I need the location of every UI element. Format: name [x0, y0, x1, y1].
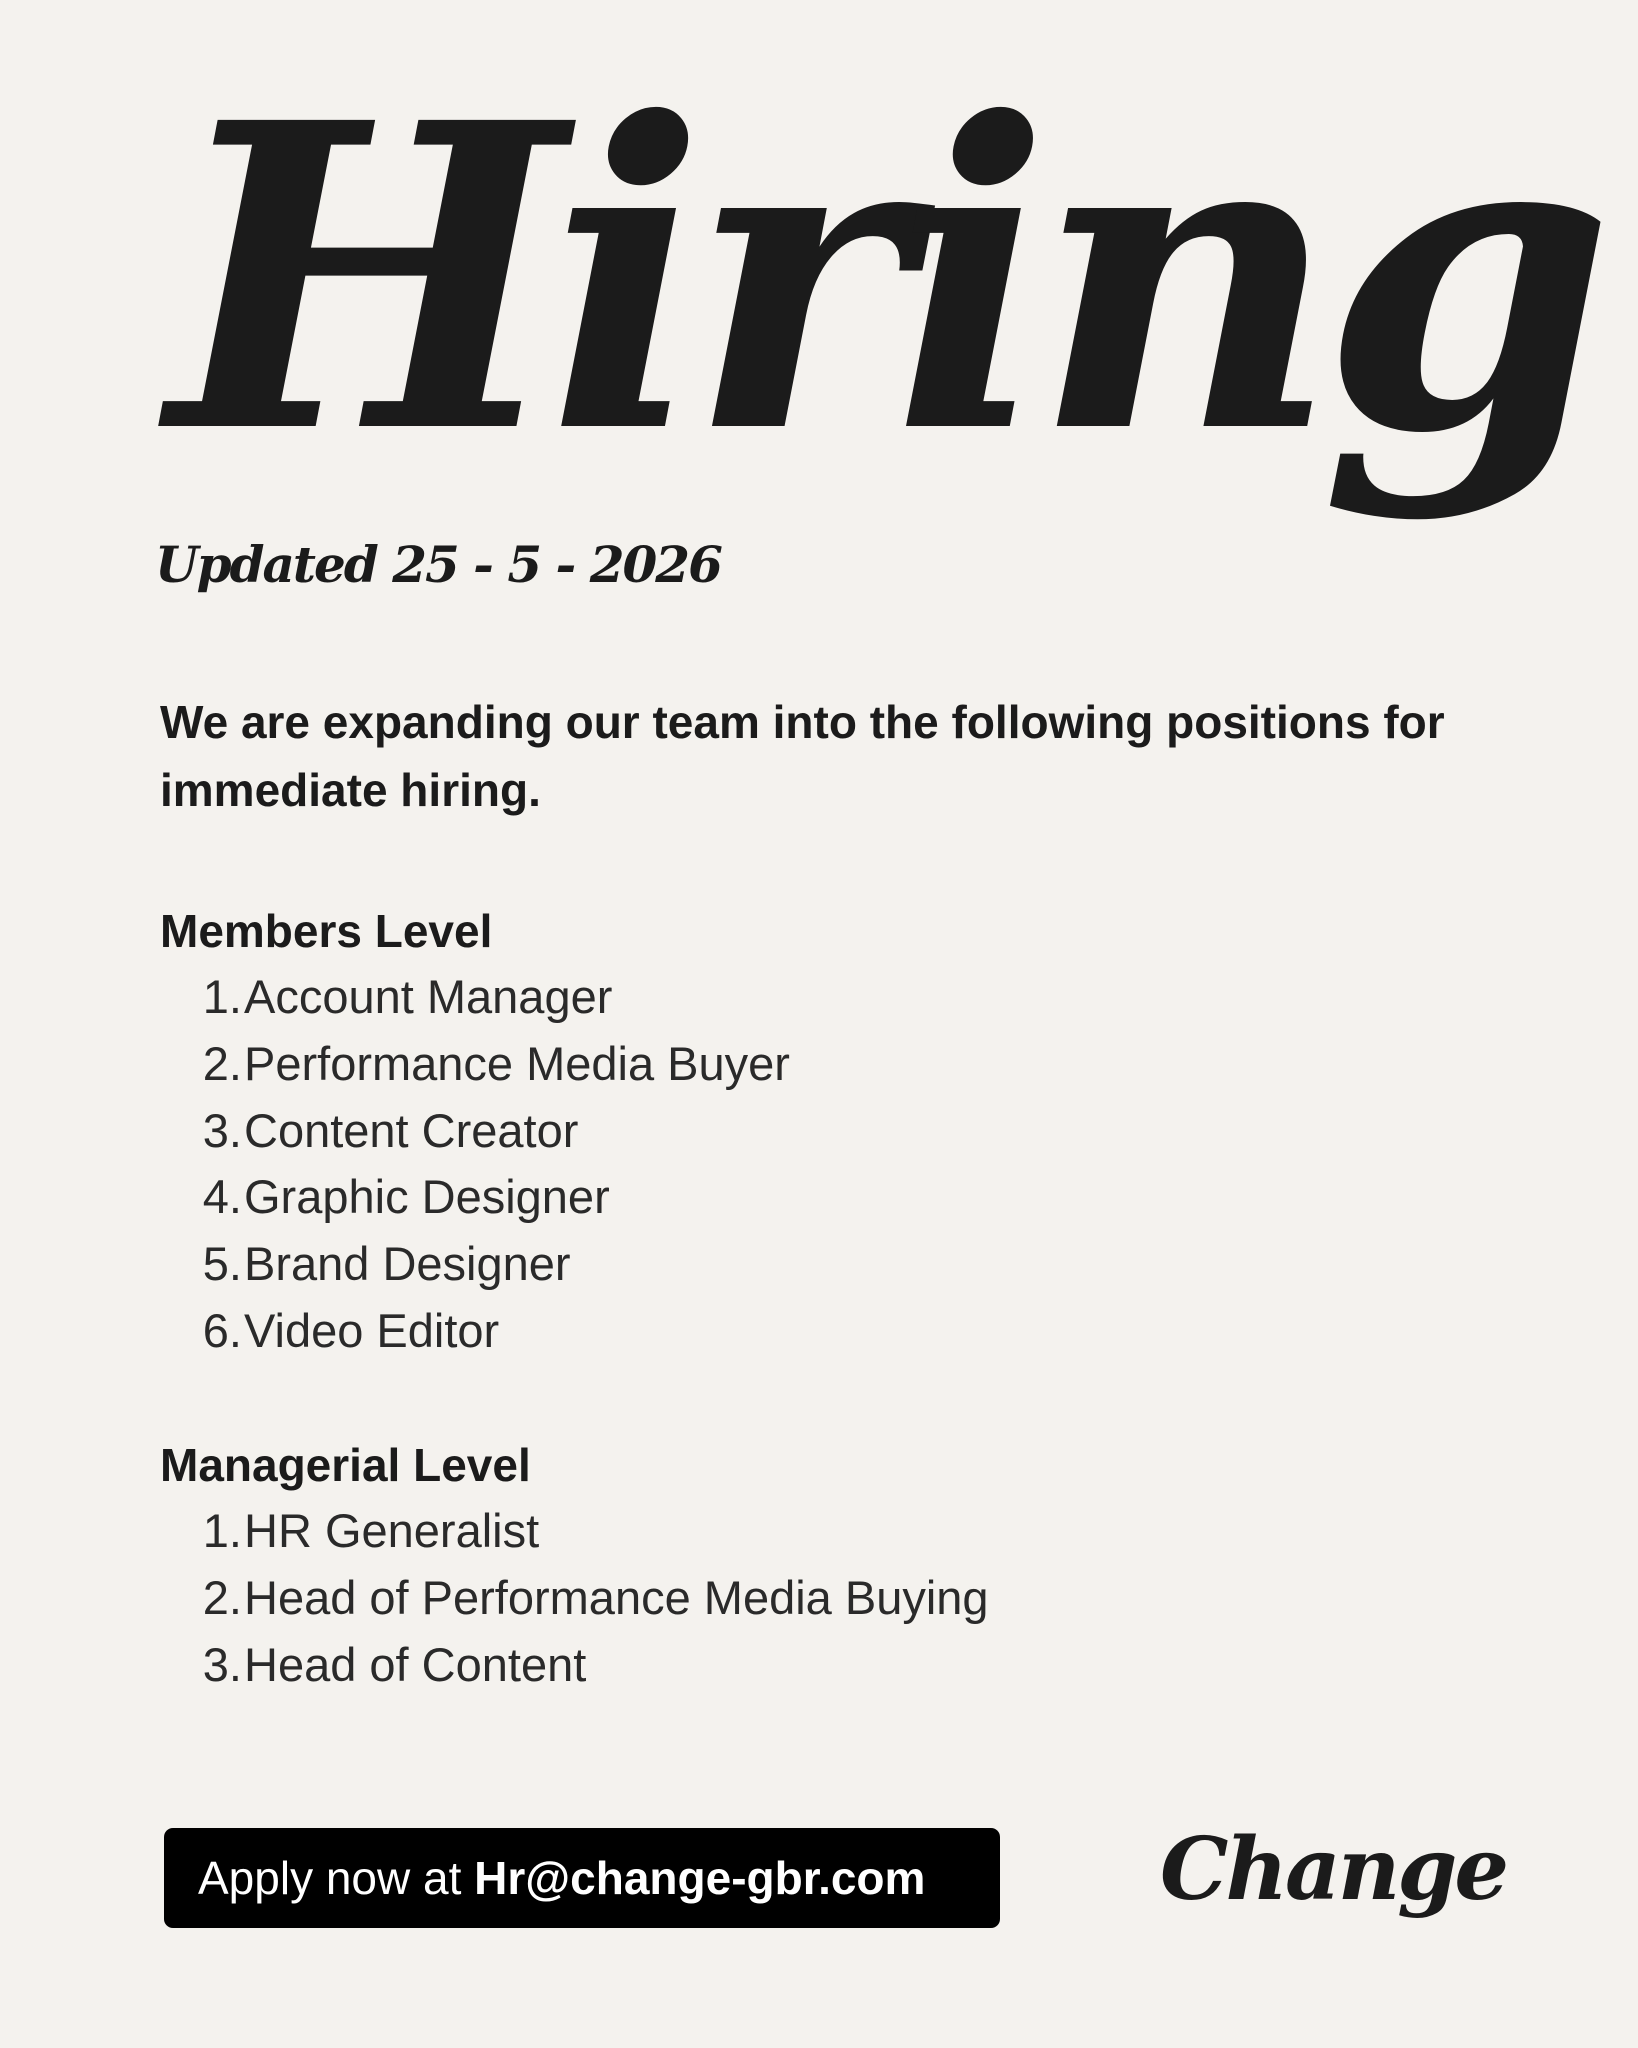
position-item — [160, 1632, 989, 1699]
position-label: Performance Media Buyer — [244, 1036, 790, 1090]
position-item — [160, 964, 790, 1031]
members-level-title: Members Level — [160, 905, 493, 957]
intro-text: We are expanding our team into the following positions for immediate hiring. — [160, 696, 1445, 816]
position-number: 3. — [202, 1637, 242, 1691]
apply-label: Apply now at — [198, 1852, 462, 1904]
position-number: 2. — [202, 1570, 242, 1624]
position-item — [160, 1164, 790, 1231]
apply-email-button[interactable] — [164, 1828, 1000, 1928]
position-label: Video Editor — [244, 1303, 500, 1357]
managerial-level-title: Managerial Level — [160, 1439, 531, 1491]
position-number: 1. — [202, 1504, 242, 1557]
managerial-position-list — [160, 1498, 989, 1698]
position-label: HR Generalist — [244, 1504, 540, 1557]
position-item — [160, 1565, 989, 1632]
position-label: Head of Performance Media Buying — [244, 1570, 989, 1624]
position-item — [160, 1098, 790, 1165]
position-label: Head of Content — [244, 1637, 587, 1691]
headline-hiring: Hiring — [168, 33, 1597, 526]
position-item — [160, 1031, 790, 1098]
position-label: Brand Designer — [244, 1237, 571, 1291]
position-number: 6. — [202, 1303, 242, 1357]
position-number: 3. — [202, 1103, 242, 1157]
position-item — [160, 1231, 790, 1298]
apply-email-address: Hr@change-gbr.com — [474, 1852, 926, 1904]
managerial-level-section — [160, 1432, 989, 1698]
position-number: 4. — [202, 1170, 242, 1224]
change-logo: Change — [1160, 1819, 1507, 1920]
position-number: 5. — [202, 1237, 242, 1291]
position-label: Graphic Designer — [244, 1170, 610, 1224]
position-item — [160, 1298, 790, 1365]
updated-date: Updated 25 - 5 - 2026 — [155, 535, 721, 594]
position-label: Content Creator — [244, 1103, 579, 1157]
position-label: Account Manager — [244, 970, 613, 1023]
position-number: 2. — [202, 1036, 242, 1090]
position-item — [160, 1498, 989, 1565]
members-level-section — [160, 898, 790, 1365]
members-position-list — [160, 964, 790, 1365]
position-number: 1. — [202, 970, 242, 1023]
